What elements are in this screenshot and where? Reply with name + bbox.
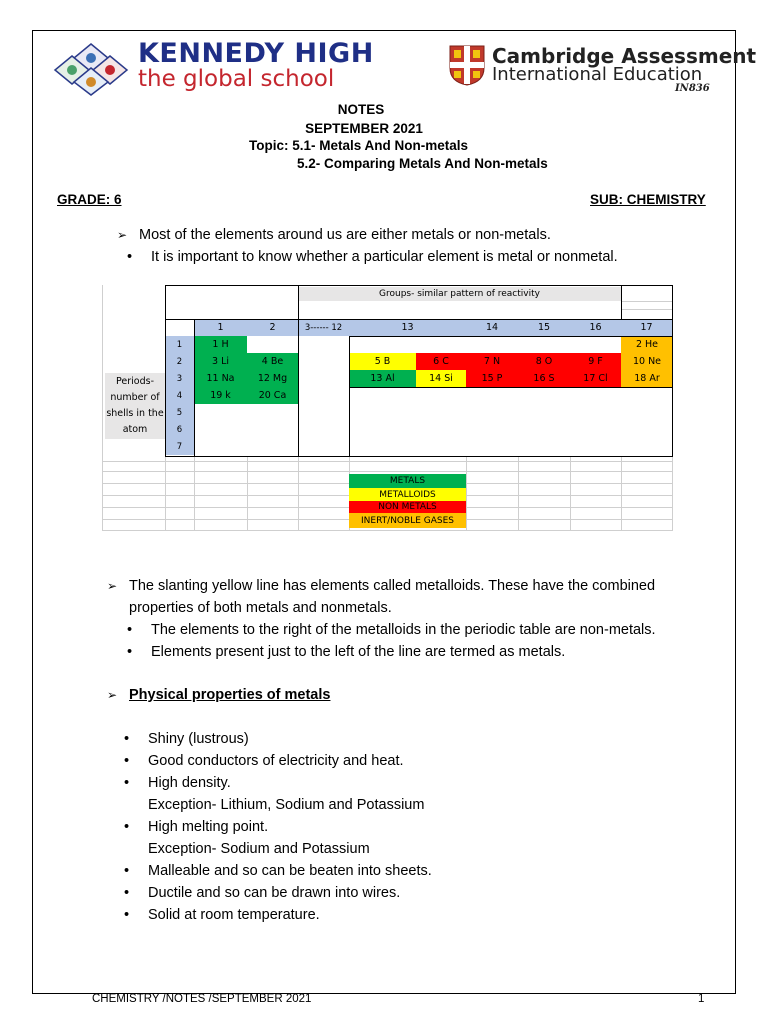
metalloids-bullet-2 [151, 644, 565, 660]
property-text: Malleable and so can be beaten into sheets. [148, 863, 432, 879]
property-exception: Exception- Sodium and Potassium [148, 841, 370, 857]
element-be: 4 Be [247, 353, 298, 370]
group-13: 13 [349, 319, 466, 336]
element-he: 2 He [621, 336, 673, 353]
physical-heading: Physical properties of metals [129, 687, 331, 703]
property-item [148, 753, 404, 769]
metalloids-arrow-item [107, 578, 656, 594]
element-al: 13 Al [349, 370, 416, 387]
arrow-bullet-icon: ➢ [107, 579, 118, 593]
group-1: 1 [194, 319, 247, 336]
legend-nonmetals: NON METALS [349, 501, 466, 513]
metalloids-bullet-1 [151, 622, 656, 638]
groups-header: Groups- similar pattern of reactivity [298, 287, 621, 301]
element-h: 1 H [194, 336, 247, 353]
property-text: High density. [148, 775, 231, 791]
element-b: 5 B [349, 353, 416, 370]
element-si: 14 Si [416, 370, 466, 387]
intro-bullet-item [151, 249, 618, 265]
property-text: Shiny (lustrous) [148, 731, 249, 747]
element-cl: 17 Cl [570, 370, 621, 387]
metalloids-text-cont: properties of both metals and nonmetals. [129, 600, 392, 616]
intro-arrow-item [117, 227, 551, 243]
topic-line-2: 5.2- Comparing Metals And Non-metals [297, 156, 548, 171]
element-ne: 10 Ne [621, 353, 673, 370]
element-p: 15 P [466, 370, 518, 387]
school-emblem-icon [50, 42, 132, 96]
element-li: 3 Li [194, 353, 247, 370]
school-tagline: the global school [138, 66, 335, 92]
element-ca: 20 Ca [247, 387, 298, 404]
page-number: 1 [698, 993, 705, 1005]
property-item [148, 907, 320, 923]
cambridge-crest-icon [448, 44, 486, 86]
group-15: 15 [518, 319, 570, 336]
element-o: 8 O [518, 353, 570, 370]
periods-label: Periods- number of shells in the atom [105, 373, 165, 439]
property-item [148, 885, 400, 901]
school-name: KENNEDY HIGH [138, 38, 374, 69]
grade-label: GRADE: 6 [57, 192, 122, 207]
group-2: 2 [247, 319, 298, 336]
group-16: 16 [570, 319, 621, 336]
group-14: 14 [466, 319, 518, 336]
subject-label: SUB: CHEMISTRY [590, 192, 706, 207]
school-logo [50, 42, 132, 96]
period-5: 5 [165, 404, 194, 421]
footer-text: CHEMISTRY /NOTES /SEPTEMBER 2021 [92, 993, 312, 1005]
board-name-line2: International Education [492, 64, 703, 85]
physical-heading-item [107, 687, 331, 703]
element-f: 9 F [570, 353, 621, 370]
element-ar: 18 Ar [621, 370, 673, 387]
metalloids-bullet-1-text: The elements to the right of the metalloids in the periodic table are non-metals. [151, 622, 656, 638]
intro-bullet-text: It is important to know whether a particular element is metal or nonmetal. [151, 249, 618, 265]
arrow-bullet-icon: ➢ [117, 228, 128, 242]
notes-title: NOTES [337, 102, 385, 117]
period-6: 6 [165, 421, 194, 438]
board-name-line1: Cambridge Assessment [492, 44, 757, 68]
element-na: 11 Na [194, 370, 247, 387]
period-1: 1 [165, 336, 194, 353]
element-c: 6 C [416, 353, 466, 370]
property-text: High melting point. [148, 819, 269, 835]
legend-noble-gases: INERT/NOBLE GASES [349, 513, 466, 528]
property-text: Ductile and so can be drawn into wires. [148, 885, 401, 901]
period-2: 2 [165, 353, 194, 370]
board-code: IN836 [675, 83, 710, 94]
period-4: 4 [165, 387, 194, 404]
metalloids-text: The slanting yellow line has elements called metalloids. These have the combined [129, 578, 656, 594]
property-text: Good conductors of electricity and heat. [148, 753, 404, 769]
element-s: 16 S [518, 370, 570, 387]
property-exception: Exception- Lithium, Sodium and Potassium [148, 797, 425, 813]
period-7: 7 [165, 438, 194, 455]
element-n: 7 N [466, 353, 518, 370]
legend-metals: METALS [349, 474, 466, 488]
arrow-bullet-icon: ➢ [107, 688, 118, 702]
topic-line-1: Topic: 5.1- Metals And Non-metals [249, 138, 469, 153]
legend-metalloids: METALLOIDS [349, 488, 466, 501]
intro-arrow-text: Most of the elements around us are either metals or non-metals. [139, 227, 551, 243]
property-item [148, 863, 432, 879]
metalloids-bullet-2-text: Elements present just to the left of the line are termed as metals. [151, 644, 566, 660]
property-item [148, 731, 249, 747]
periodic-table [102, 285, 673, 530]
group-17: 17 [621, 319, 672, 336]
property-text: Solid at room temperature. [148, 907, 320, 923]
element-k: 19 k [194, 387, 247, 404]
element-mg: 12 Mg [247, 370, 298, 387]
group-3-12: 3------ 12 [298, 319, 349, 336]
notes-date: SEPTEMBER 2021 [305, 121, 423, 136]
property-item [148, 775, 231, 791]
period-3: 3 [165, 370, 194, 387]
property-item [148, 819, 268, 835]
